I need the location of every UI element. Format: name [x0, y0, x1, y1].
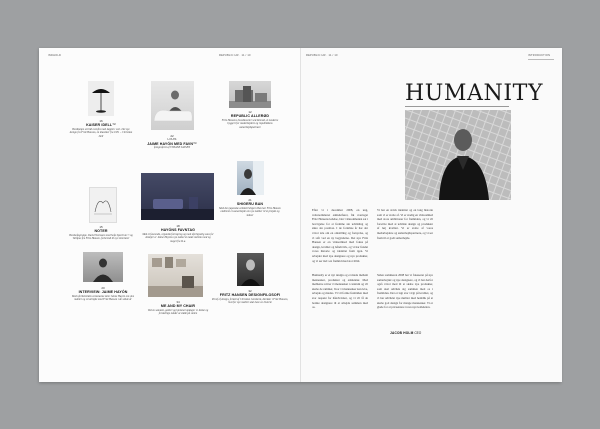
byline-role: CEO	[414, 331, 422, 335]
list-item: 15 NOTER Bordsofagruppe, David Normann med Sofa Spectrum™ og Tullipus fra Fritz Hansen, forberedt til nye interiører	[69, 225, 133, 241]
header-rule	[528, 59, 554, 60]
designer-photo	[237, 253, 264, 286]
list-item: 18 HAYÓNS FAVNTAG Med et favnende, organisk formsprog og med uforlignelig sans for detaljer er Jaime Hayóns nye møbel et møde mellem mod og meget fra bl.a.	[142, 224, 214, 243]
folio-right: INTRODUKTION	[528, 54, 551, 57]
right-page	[300, 48, 562, 382]
portrait-photo	[237, 161, 264, 195]
list-item: 20 INTERVIEW: JAIME HAYÓN Med uforbeholden entusiasme taler Jaime Hayón om sine møbler og sit arbejde med Fritz Hansen i de sidste år	[71, 286, 135, 302]
left-page	[39, 48, 300, 382]
byline	[390, 331, 421, 335]
building-photo	[229, 81, 271, 108]
lamp-photo	[88, 81, 114, 116]
folio-left: REPUBLIC HR · 11 / 10	[306, 54, 338, 57]
folio-right: REPUBLIC HR · 11 / 10	[219, 54, 251, 57]
interior-photo	[141, 173, 214, 220]
list-item: 22 LOUIS JAIME HAYÓN MED FAVN™ fotograferet af VIVIANE SASSEN	[147, 134, 197, 150]
title-rule	[405, 106, 509, 107]
article-column-2: Humanity er et nyt design og et møde mellem mennesker, produkter og arkitektur. Med møblerne sætter vi mennesket i centrum og vil skabe de rammer, hvor vi mennesker kan leve, arbejde og mødes. Vi vil forme fremtiden med stor respekt for håndværket, og vi vil få de bedste designere til at arbejde sammen med os.	[312, 273, 368, 310]
page-title: HUMANITY	[405, 81, 544, 106]
list-item: 16 KAISER IDELL™ Bordlampe set lidt ovenfra med kuppel i sort. Det nye design fra Fritz Hansen, en klassiker fra 1931 – Christian Dell	[69, 119, 133, 138]
sofa-photo	[151, 81, 194, 130]
article-column-1: Efter vi i december 2008, en ung, velrenommeret arkitektfører, fik overtaget Fritz Hansens ledelse, blev virksomheden sat i bevægelse for at fremme sin udvikling og sikre sin position. I de forløbne år har der været tale om en omstilling og fornyelse, og vi står ved en ny begyndelse. Det nye Fritz Hansen er en virksomhed med fokus på design, kvalitet og håndværk, og vi har fundet vores historie og identitet frem igen. Vi arbejder med nye designere og nye produkter, og vi ser ind i en fremtid med stor tillid.	[312, 208, 368, 263]
list-item: 34 ME AND MY CHAIR Ved en samtale, galleri og hjemmet opdager vi Jaime og forskellige måder at sidde på stolen	[147, 300, 209, 316]
portrait-photo	[405, 110, 511, 200]
interview-photo	[83, 252, 123, 282]
list-item: 32 FRITZ HANSEN DESIGNFILOSOFI Proof of design, fortalt af Christian Gronbeck, direktør i Fritz Hansen, hvorfor nye møbler skal have en historie	[211, 289, 289, 305]
byline-name: JACOB HOLM	[390, 331, 414, 335]
chair-photo	[148, 254, 203, 297]
sketch-photo	[89, 187, 117, 223]
magazine-spread	[39, 48, 561, 382]
list-item: 12 REPUBLIC ALLERØD Fritz Hansens hovedkvarter ved Allerød, et moderne byggeri for medarbejdere og republikkens samarbejdspartnere	[221, 110, 279, 129]
list-item: 21 SHIGERU BAN Med den japanske arkitekt Shigeru Ban har Fritz Hansen etableret et samarbejde om nye møbler til et projekt og skitser	[219, 198, 281, 217]
article-column-3: Vi har en stærk identitet og en lang historie som vi er stolte af. Vi er stadig en virksomhed med store ambitioner for fremtiden, og vi vil forsætte med at udvikle design og produkter af høj kvalitet. Vi er stolte af vores medarbejdere og samarbejdspartnere, og vi ser frem til et godt samarbejde.	[377, 208, 433, 240]
folio-left: INDHOLD	[48, 54, 62, 57]
article-column-4: Siden sommeren 2008 har vi fokuseret på nye samarbejder og nye designere, og vi har derfor også været med til at skabe nye produkter, som skal udvikle sig sammen med os i fremtiden. Der er lagt stor vægt på kvalitet, og vi har udviklet nye møbler med henblik på at skabe god design for mange mennesker. Vi er glade for at præsentere vores nye kollektion.	[377, 273, 433, 310]
